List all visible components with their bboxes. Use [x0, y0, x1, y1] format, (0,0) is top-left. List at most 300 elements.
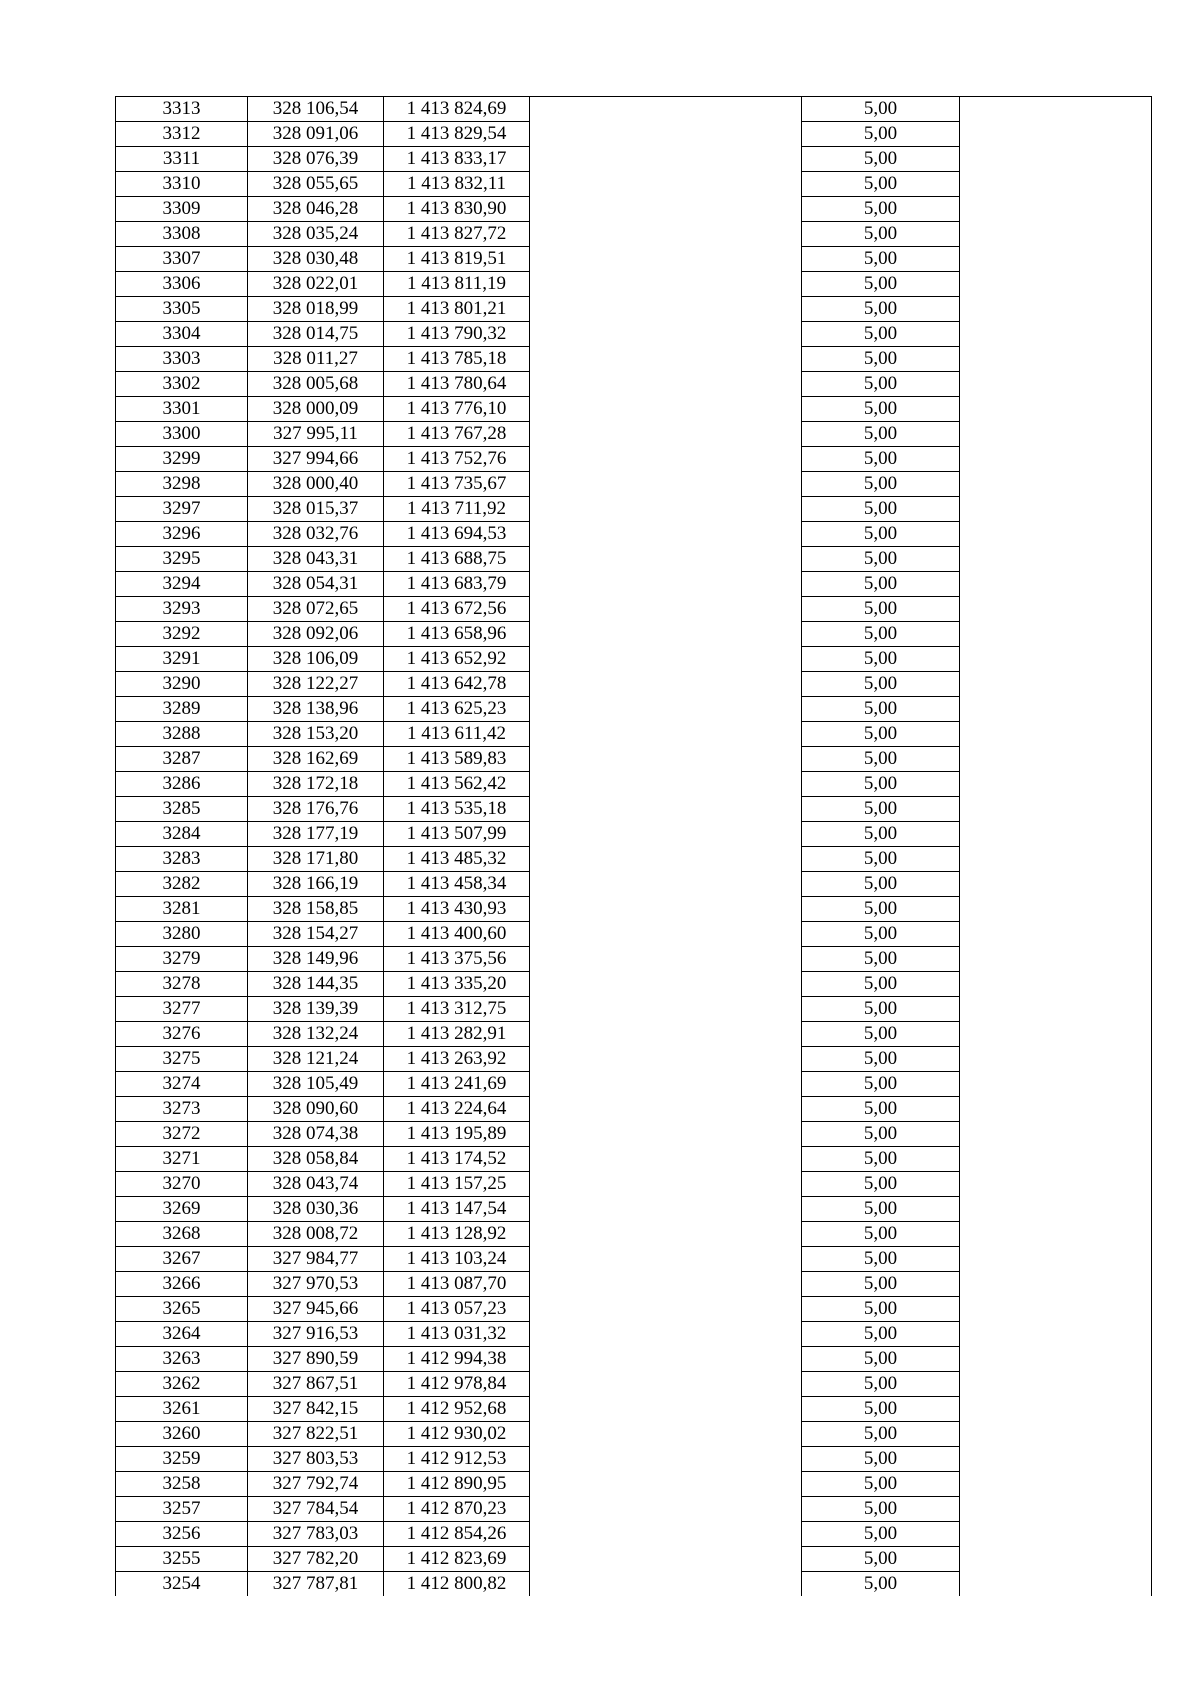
table-row	[116, 922, 1152, 947]
x-coordinate-cell: 328 144,35	[248, 972, 384, 997]
table-row	[116, 997, 1152, 1022]
table-row	[116, 722, 1152, 747]
table-row	[116, 1572, 1152, 1597]
y-coordinate-cell: 1 413 829,54	[384, 122, 530, 147]
table-row	[116, 672, 1152, 697]
empty-cell	[960, 997, 1152, 1022]
table-row	[116, 272, 1152, 297]
y-coordinate-cell: 1 413 195,89	[384, 1122, 530, 1147]
point-number-cell: 3264	[116, 1322, 248, 1347]
table-row	[116, 1522, 1152, 1547]
empty-cell	[530, 822, 802, 847]
point-number-cell: 3271	[116, 1147, 248, 1172]
empty-cell	[530, 147, 802, 172]
y-coordinate-cell: 1 413 535,18	[384, 797, 530, 822]
empty-cell	[530, 1022, 802, 1047]
table-row	[116, 1447, 1152, 1472]
table-row	[116, 547, 1152, 572]
point-number-cell: 3313	[116, 97, 248, 122]
y-coordinate-cell: 1 413 830,90	[384, 197, 530, 222]
y-coordinate-cell: 1 413 824,69	[384, 97, 530, 122]
y-coordinate-cell: 1 412 994,38	[384, 1347, 530, 1372]
empty-cell	[530, 347, 802, 372]
value-cell: 5,00	[802, 1372, 960, 1397]
point-number-cell: 3270	[116, 1172, 248, 1197]
value-cell: 5,00	[802, 272, 960, 297]
point-number-cell: 3258	[116, 1472, 248, 1497]
x-coordinate-cell: 328 014,75	[248, 322, 384, 347]
y-coordinate-cell: 1 413 087,70	[384, 1272, 530, 1297]
y-coordinate-cell: 1 413 458,34	[384, 872, 530, 897]
value-cell: 5,00	[802, 697, 960, 722]
empty-cell	[960, 1172, 1152, 1197]
table-row	[116, 347, 1152, 372]
x-coordinate-cell: 327 783,03	[248, 1522, 384, 1547]
empty-cell	[960, 372, 1152, 397]
point-number-cell: 3282	[116, 872, 248, 897]
x-coordinate-cell: 328 122,27	[248, 672, 384, 697]
empty-cell	[960, 1222, 1152, 1247]
empty-cell	[960, 897, 1152, 922]
x-coordinate-cell: 328 139,39	[248, 997, 384, 1022]
empty-cell	[530, 922, 802, 947]
table-row	[116, 822, 1152, 847]
y-coordinate-cell: 1 412 890,95	[384, 1472, 530, 1497]
value-cell: 5,00	[802, 172, 960, 197]
y-coordinate-cell: 1 412 912,53	[384, 1447, 530, 1472]
x-coordinate-cell: 328 035,24	[248, 222, 384, 247]
x-coordinate-cell: 328 072,65	[248, 597, 384, 622]
x-coordinate-cell: 328 091,06	[248, 122, 384, 147]
y-coordinate-cell: 1 413 642,78	[384, 672, 530, 697]
point-number-cell: 3307	[116, 247, 248, 272]
x-coordinate-cell: 328 032,76	[248, 522, 384, 547]
empty-cell	[960, 247, 1152, 272]
value-cell: 5,00	[802, 922, 960, 947]
empty-cell	[530, 1422, 802, 1447]
point-number-cell: 3281	[116, 897, 248, 922]
y-coordinate-cell: 1 412 930,02	[384, 1422, 530, 1447]
y-coordinate-cell: 1 413 335,20	[384, 972, 530, 997]
x-coordinate-cell: 328 046,28	[248, 197, 384, 222]
empty-cell	[530, 1072, 802, 1097]
empty-cell	[530, 622, 802, 647]
point-number-cell: 3267	[116, 1247, 248, 1272]
table-row	[116, 447, 1152, 472]
empty-cell	[960, 1047, 1152, 1072]
point-number-cell: 3277	[116, 997, 248, 1022]
table-row	[116, 1272, 1152, 1297]
table-row	[116, 897, 1152, 922]
y-coordinate-cell: 1 413 224,64	[384, 1097, 530, 1122]
empty-cell	[960, 497, 1152, 522]
value-cell: 5,00	[802, 1047, 960, 1072]
x-coordinate-cell: 328 171,80	[248, 847, 384, 872]
point-number-cell: 3305	[116, 297, 248, 322]
empty-cell	[960, 947, 1152, 972]
empty-cell	[530, 1472, 802, 1497]
empty-cell	[960, 1347, 1152, 1372]
empty-cell	[960, 1572, 1152, 1597]
table-row	[116, 797, 1152, 822]
table-row	[116, 397, 1152, 422]
empty-cell	[530, 422, 802, 447]
table-row	[116, 1322, 1152, 1347]
y-coordinate-cell: 1 413 790,32	[384, 322, 530, 347]
point-number-cell: 3285	[116, 797, 248, 822]
table-row	[116, 1022, 1152, 1047]
y-coordinate-cell: 1 413 683,79	[384, 572, 530, 597]
y-coordinate-cell: 1 413 652,92	[384, 647, 530, 672]
empty-cell	[530, 1222, 802, 1247]
point-number-cell: 3283	[116, 847, 248, 872]
empty-cell	[530, 97, 802, 122]
empty-cell	[960, 672, 1152, 697]
y-coordinate-cell: 1 413 827,72	[384, 222, 530, 247]
x-coordinate-cell: 328 022,01	[248, 272, 384, 297]
table-row	[116, 847, 1152, 872]
value-cell: 5,00	[802, 1247, 960, 1272]
x-coordinate-cell: 328 000,40	[248, 472, 384, 497]
x-coordinate-cell: 328 158,85	[248, 897, 384, 922]
x-coordinate-cell: 327 822,51	[248, 1422, 384, 1447]
empty-cell	[960, 1022, 1152, 1047]
y-coordinate-cell: 1 412 823,69	[384, 1547, 530, 1572]
value-cell: 5,00	[802, 647, 960, 672]
empty-cell	[960, 1197, 1152, 1222]
point-number-cell: 3309	[116, 197, 248, 222]
table-row	[116, 572, 1152, 597]
empty-cell	[960, 797, 1152, 822]
empty-cell	[960, 1472, 1152, 1497]
table-row	[116, 1172, 1152, 1197]
point-number-cell: 3297	[116, 497, 248, 522]
value-cell: 5,00	[802, 1197, 960, 1222]
point-number-cell: 3289	[116, 697, 248, 722]
table-row	[116, 947, 1152, 972]
table-row	[116, 1497, 1152, 1522]
empty-cell	[530, 1522, 802, 1547]
empty-cell	[960, 922, 1152, 947]
value-cell: 5,00	[802, 222, 960, 247]
y-coordinate-cell: 1 413 611,42	[384, 722, 530, 747]
value-cell: 5,00	[802, 447, 960, 472]
x-coordinate-cell: 327 803,53	[248, 1447, 384, 1472]
table-row	[116, 1047, 1152, 1072]
table-row	[116, 297, 1152, 322]
value-cell: 5,00	[802, 522, 960, 547]
empty-cell	[530, 197, 802, 222]
value-cell: 5,00	[802, 947, 960, 972]
empty-cell	[530, 497, 802, 522]
value-cell: 5,00	[802, 422, 960, 447]
y-coordinate-cell: 1 413 785,18	[384, 347, 530, 372]
table-row	[116, 197, 1152, 222]
point-number-cell: 3292	[116, 622, 248, 647]
point-number-cell: 3294	[116, 572, 248, 597]
value-cell: 5,00	[802, 972, 960, 997]
empty-cell	[530, 847, 802, 872]
x-coordinate-cell: 328 138,96	[248, 697, 384, 722]
empty-cell	[960, 872, 1152, 897]
empty-cell	[530, 172, 802, 197]
point-number-cell: 3302	[116, 372, 248, 397]
table-row	[116, 1397, 1152, 1422]
value-cell: 5,00	[802, 1472, 960, 1497]
empty-cell	[530, 522, 802, 547]
value-cell: 5,00	[802, 897, 960, 922]
empty-cell	[960, 822, 1152, 847]
point-number-cell: 3257	[116, 1497, 248, 1522]
empty-cell	[960, 147, 1152, 172]
y-coordinate-cell: 1 413 688,75	[384, 547, 530, 572]
x-coordinate-cell: 328 153,20	[248, 722, 384, 747]
value-cell: 5,00	[802, 1147, 960, 1172]
empty-cell	[960, 622, 1152, 647]
point-number-cell: 3291	[116, 647, 248, 672]
empty-cell	[530, 797, 802, 822]
empty-cell	[960, 972, 1152, 997]
empty-cell	[530, 222, 802, 247]
empty-cell	[530, 372, 802, 397]
point-number-cell: 3254	[116, 1572, 248, 1597]
empty-cell	[960, 1097, 1152, 1122]
table-row	[116, 1097, 1152, 1122]
x-coordinate-cell: 327 784,54	[248, 1497, 384, 1522]
point-number-cell: 3287	[116, 747, 248, 772]
table-row	[116, 647, 1152, 672]
value-cell: 5,00	[802, 847, 960, 872]
empty-cell	[960, 297, 1152, 322]
y-coordinate-cell: 1 413 801,21	[384, 297, 530, 322]
table-row	[116, 622, 1152, 647]
point-number-cell: 3272	[116, 1122, 248, 1147]
table-row	[116, 1422, 1152, 1447]
empty-cell	[530, 722, 802, 747]
value-cell: 5,00	[802, 622, 960, 647]
value-cell: 5,00	[802, 147, 960, 172]
x-coordinate-cell: 327 890,59	[248, 1347, 384, 1372]
empty-cell	[960, 522, 1152, 547]
point-number-cell: 3275	[116, 1047, 248, 1072]
table-row	[116, 1297, 1152, 1322]
point-number-cell: 3276	[116, 1022, 248, 1047]
value-cell: 5,00	[802, 872, 960, 897]
empty-cell	[530, 1197, 802, 1222]
table-row	[116, 697, 1152, 722]
y-coordinate-cell: 1 413 833,17	[384, 147, 530, 172]
empty-cell	[530, 547, 802, 572]
empty-cell	[530, 572, 802, 597]
empty-cell	[530, 1272, 802, 1297]
empty-cell	[530, 1147, 802, 1172]
point-number-cell: 3301	[116, 397, 248, 422]
value-cell: 5,00	[802, 122, 960, 147]
y-coordinate-cell: 1 413 776,10	[384, 397, 530, 422]
value-cell: 5,00	[802, 672, 960, 697]
table-row	[116, 122, 1152, 147]
y-coordinate-cell: 1 413 241,69	[384, 1072, 530, 1097]
point-number-cell: 3278	[116, 972, 248, 997]
empty-cell	[530, 597, 802, 622]
empty-cell	[530, 472, 802, 497]
table-row	[116, 972, 1152, 997]
table-row	[116, 1197, 1152, 1222]
value-cell: 5,00	[802, 297, 960, 322]
point-number-cell: 3262	[116, 1372, 248, 1397]
value-cell: 5,00	[802, 1572, 960, 1597]
value-cell: 5,00	[802, 1497, 960, 1522]
value-cell: 5,00	[802, 1097, 960, 1122]
empty-cell	[960, 747, 1152, 772]
y-coordinate-cell: 1 413 811,19	[384, 272, 530, 297]
empty-cell	[960, 1522, 1152, 1547]
empty-cell	[960, 272, 1152, 297]
point-number-cell: 3312	[116, 122, 248, 147]
empty-cell	[960, 1122, 1152, 1147]
empty-cell	[530, 297, 802, 322]
empty-cell	[960, 1422, 1152, 1447]
y-coordinate-cell: 1 413 282,91	[384, 1022, 530, 1047]
empty-cell	[530, 747, 802, 772]
y-coordinate-cell: 1 413 263,92	[384, 1047, 530, 1072]
point-number-cell: 3261	[116, 1397, 248, 1422]
y-coordinate-cell: 1 413 507,99	[384, 822, 530, 847]
value-cell: 5,00	[802, 397, 960, 422]
y-coordinate-cell: 1 413 625,23	[384, 697, 530, 722]
table-row	[116, 1072, 1152, 1097]
point-number-cell: 3295	[116, 547, 248, 572]
value-cell: 5,00	[802, 197, 960, 222]
y-coordinate-cell: 1 412 978,84	[384, 1372, 530, 1397]
x-coordinate-cell: 328 030,36	[248, 1197, 384, 1222]
table-row	[116, 422, 1152, 447]
table-row	[116, 497, 1152, 522]
empty-cell	[960, 1372, 1152, 1397]
empty-cell	[530, 1097, 802, 1122]
point-number-cell: 3293	[116, 597, 248, 622]
x-coordinate-cell: 328 172,18	[248, 772, 384, 797]
empty-cell	[960, 122, 1152, 147]
point-number-cell: 3255	[116, 1547, 248, 1572]
y-coordinate-cell: 1 413 128,92	[384, 1222, 530, 1247]
table-row	[116, 772, 1152, 797]
empty-cell	[530, 1447, 802, 1472]
empty-cell	[960, 647, 1152, 672]
table-row	[116, 97, 1152, 122]
y-coordinate-cell: 1 413 103,24	[384, 1247, 530, 1272]
y-coordinate-cell: 1 413 767,28	[384, 422, 530, 447]
table-row	[116, 1347, 1152, 1372]
y-coordinate-cell: 1 413 735,67	[384, 472, 530, 497]
x-coordinate-cell: 328 177,19	[248, 822, 384, 847]
table-row	[116, 247, 1152, 272]
empty-cell	[530, 1497, 802, 1522]
x-coordinate-cell: 327 787,81	[248, 1572, 384, 1597]
value-cell: 5,00	[802, 1297, 960, 1322]
empty-cell	[530, 997, 802, 1022]
point-number-cell: 3308	[116, 222, 248, 247]
y-coordinate-cell: 1 413 031,32	[384, 1322, 530, 1347]
point-number-cell: 3286	[116, 772, 248, 797]
table-row	[116, 222, 1152, 247]
value-cell: 5,00	[802, 497, 960, 522]
table-row	[116, 472, 1152, 497]
table-row	[116, 1222, 1152, 1247]
value-cell: 5,00	[802, 1522, 960, 1547]
point-number-cell: 3296	[116, 522, 248, 547]
empty-cell	[530, 1572, 802, 1597]
point-number-cell: 3306	[116, 272, 248, 297]
empty-cell	[530, 872, 802, 897]
y-coordinate-cell: 1 413 672,56	[384, 597, 530, 622]
y-coordinate-cell: 1 412 952,68	[384, 1397, 530, 1422]
empty-cell	[960, 1547, 1152, 1572]
empty-cell	[960, 1322, 1152, 1347]
empty-cell	[960, 597, 1152, 622]
empty-cell	[530, 647, 802, 672]
empty-cell	[960, 347, 1152, 372]
value-cell: 5,00	[802, 772, 960, 797]
y-coordinate-cell: 1 413 562,42	[384, 772, 530, 797]
coordinates-table	[115, 96, 1152, 1596]
empty-cell	[960, 397, 1152, 422]
y-coordinate-cell: 1 413 174,52	[384, 1147, 530, 1172]
value-cell: 5,00	[802, 572, 960, 597]
x-coordinate-cell: 328 166,19	[248, 872, 384, 897]
y-coordinate-cell: 1 413 832,11	[384, 172, 530, 197]
empty-cell	[530, 1122, 802, 1147]
x-coordinate-cell: 328 105,49	[248, 1072, 384, 1097]
empty-cell	[960, 322, 1152, 347]
x-coordinate-cell: 328 011,27	[248, 347, 384, 372]
empty-cell	[960, 472, 1152, 497]
x-coordinate-cell: 328 092,06	[248, 622, 384, 647]
value-cell: 5,00	[802, 722, 960, 747]
x-coordinate-cell: 328 132,24	[248, 1022, 384, 1047]
y-coordinate-cell: 1 413 430,93	[384, 897, 530, 922]
x-coordinate-cell: 328 008,72	[248, 1222, 384, 1247]
x-coordinate-cell: 327 782,20	[248, 1547, 384, 1572]
x-coordinate-cell: 328 162,69	[248, 747, 384, 772]
table-row	[116, 372, 1152, 397]
y-coordinate-cell: 1 413 147,54	[384, 1197, 530, 1222]
x-coordinate-cell: 328 015,37	[248, 497, 384, 522]
table-row	[116, 147, 1152, 172]
empty-cell	[960, 722, 1152, 747]
x-coordinate-cell: 328 121,24	[248, 1047, 384, 1072]
value-cell: 5,00	[802, 1422, 960, 1447]
empty-cell	[530, 397, 802, 422]
x-coordinate-cell: 327 945,66	[248, 1297, 384, 1322]
coordinates-table-body	[116, 97, 1152, 1597]
value-cell: 5,00	[802, 322, 960, 347]
point-number-cell: 3265	[116, 1297, 248, 1322]
empty-cell	[960, 1072, 1152, 1097]
point-number-cell: 3290	[116, 672, 248, 697]
empty-cell	[960, 572, 1152, 597]
x-coordinate-cell: 328 055,65	[248, 172, 384, 197]
empty-cell	[530, 247, 802, 272]
value-cell: 5,00	[802, 597, 960, 622]
x-coordinate-cell: 328 076,39	[248, 147, 384, 172]
point-number-cell: 3279	[116, 947, 248, 972]
y-coordinate-cell: 1 413 485,32	[384, 847, 530, 872]
x-coordinate-cell: 328 106,09	[248, 647, 384, 672]
empty-cell	[960, 197, 1152, 222]
empty-cell	[530, 697, 802, 722]
empty-cell	[960, 1497, 1152, 1522]
